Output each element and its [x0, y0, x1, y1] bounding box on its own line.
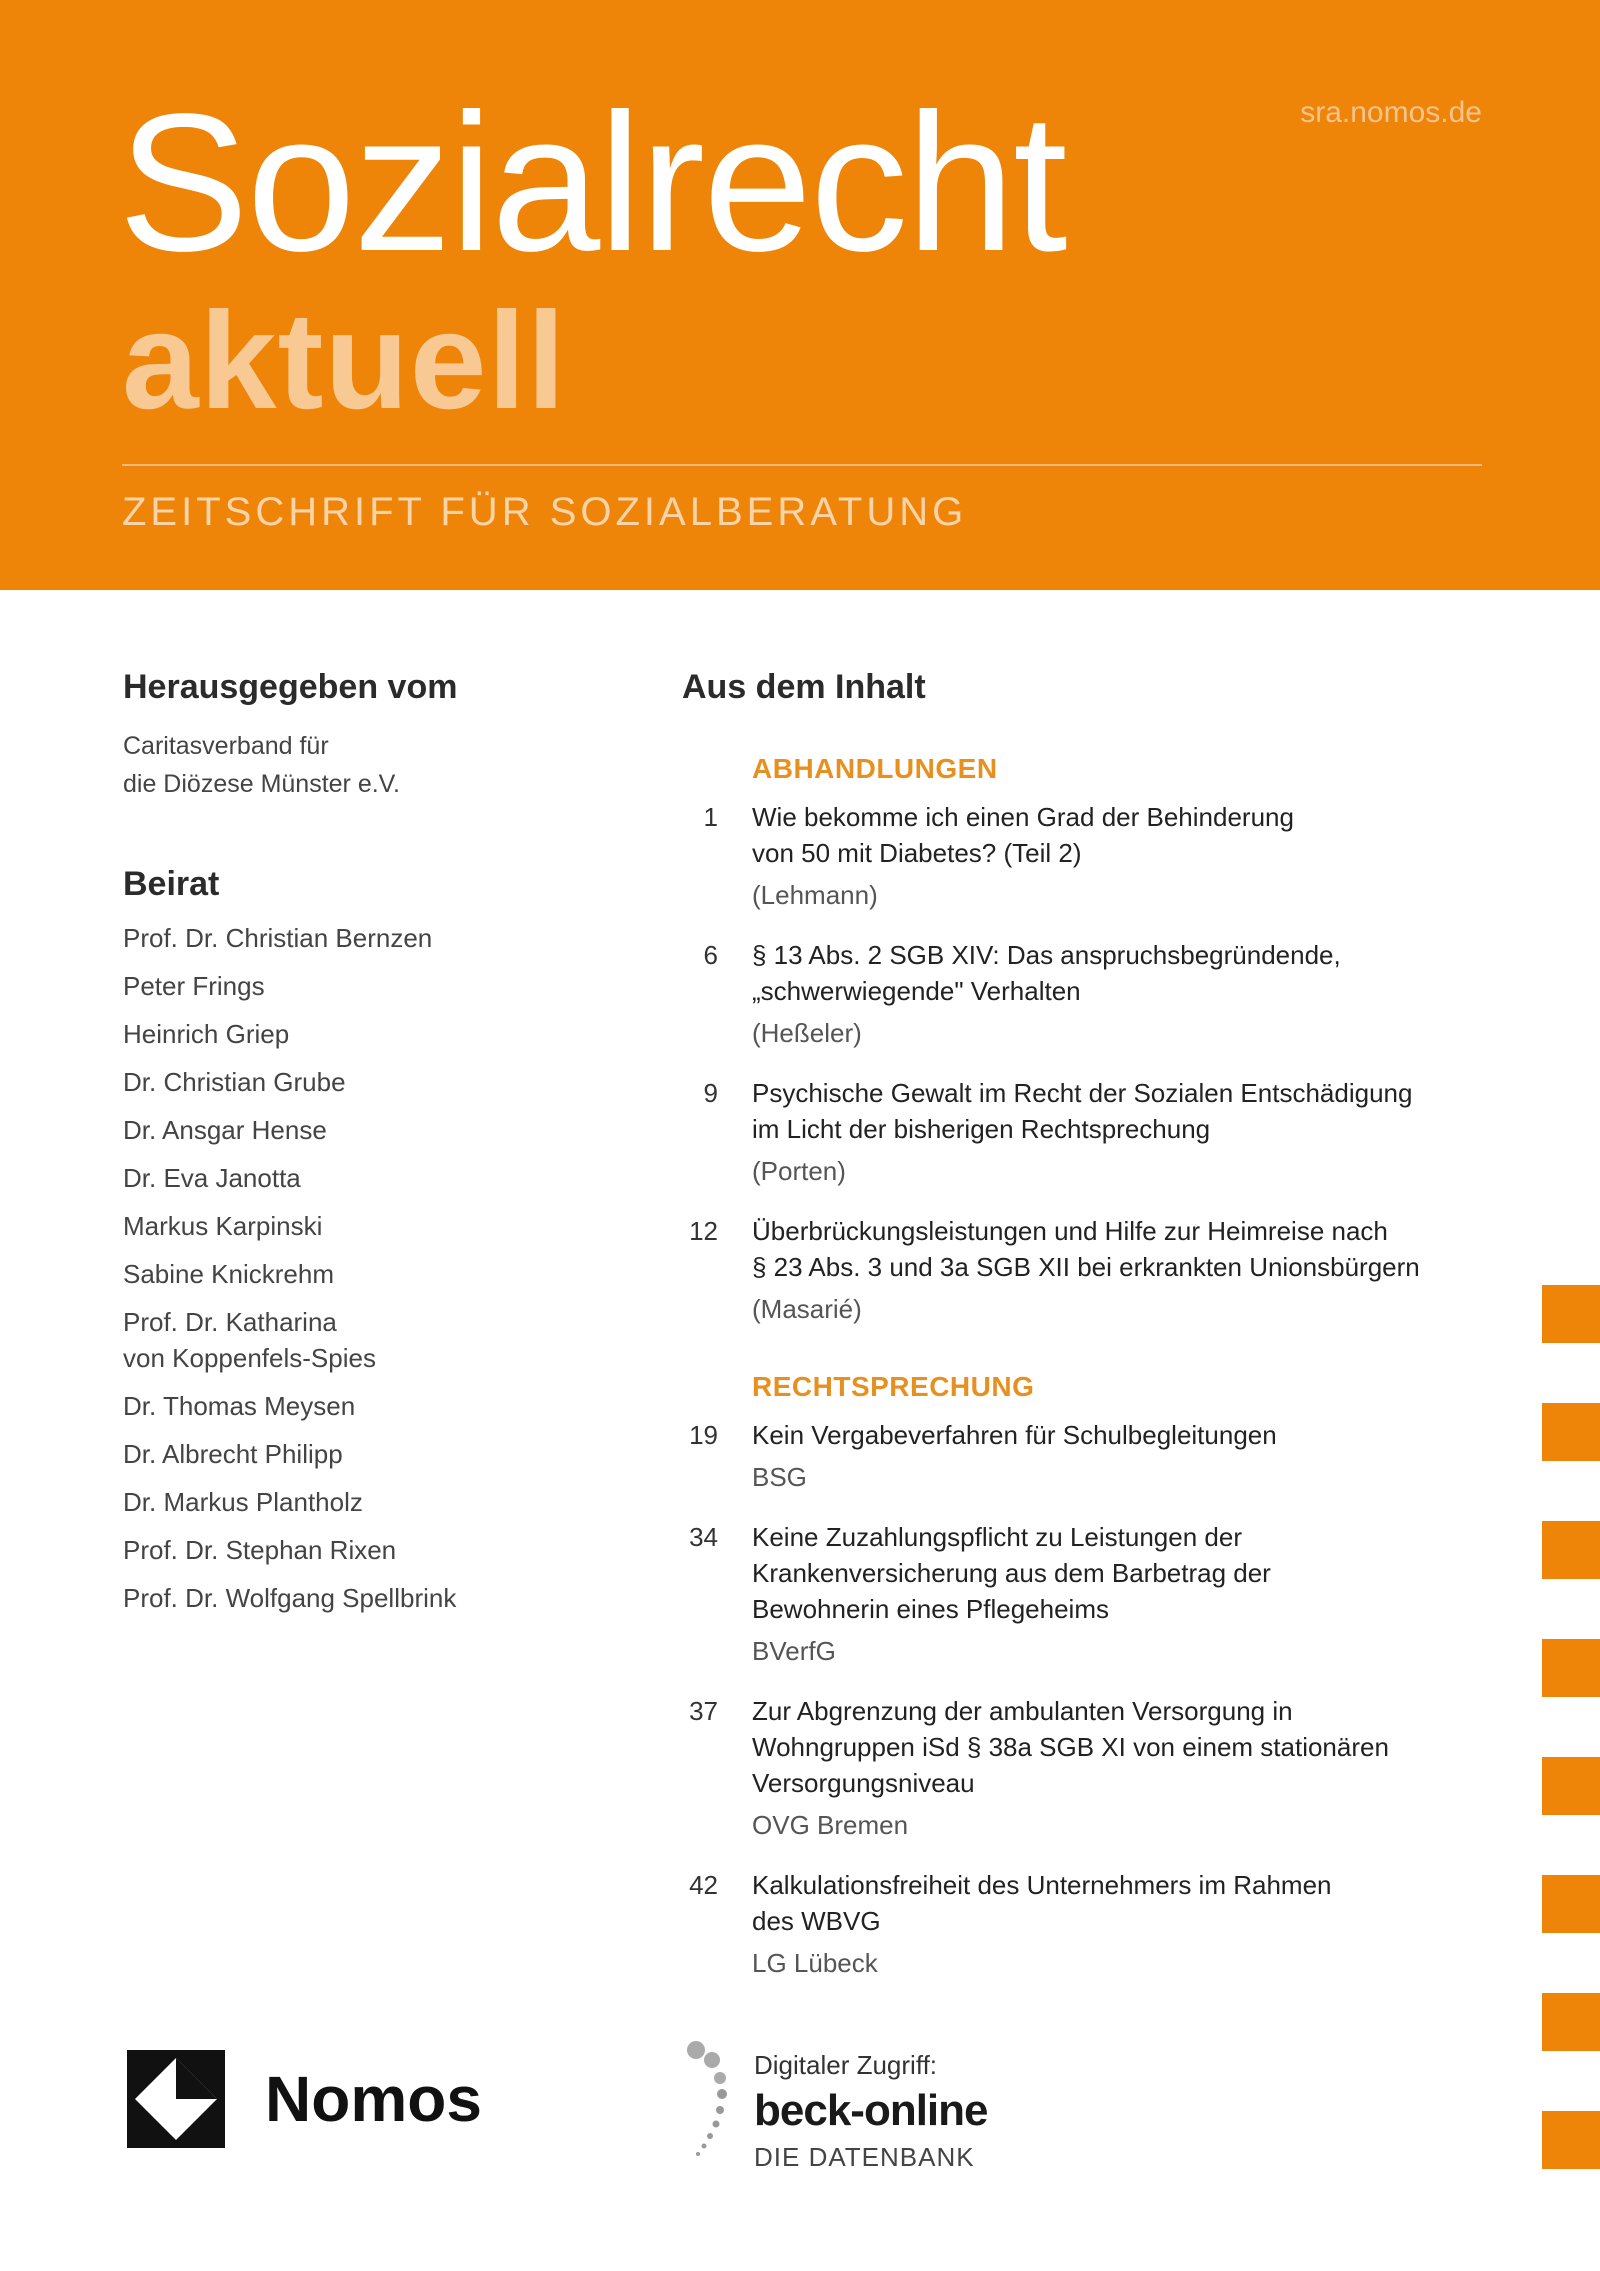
- page-number: 37: [689, 1696, 718, 1726]
- article-author: (Heßeler): [752, 1018, 862, 1048]
- nomos-logo[interactable]: [127, 2050, 482, 2148]
- toc-entry[interactable]: [682, 1519, 1482, 1669]
- edge-tab: [1542, 1521, 1600, 1579]
- category-rechtsprechung: RECHTSPRECHUNG: [752, 1371, 1035, 1402]
- beirat-member: Dr. Christian Grube: [123, 1067, 346, 1097]
- article-title: Kalkulationsfreiheit des Unternehmers im Rahmen des WBVG: [752, 1870, 1332, 1936]
- beirat-member: Prof. Dr. Christian Bernzen: [123, 923, 433, 953]
- article-title: Psychische Gewalt im Recht der Sozialen Entschädigung im Licht der bisherigen Rechtsprechung: [752, 1078, 1413, 1144]
- beirat-list: [123, 920, 643, 1616]
- category-abhandlungen: ABHANDLUNGEN: [752, 753, 998, 784]
- contents-column: [682, 668, 1482, 2005]
- digital-access-label: Digitaler Zugriff:: [754, 2050, 938, 2080]
- nomos-mark-icon: [127, 2050, 225, 2148]
- beirat-member: Heinrich Griep: [123, 1019, 290, 1049]
- toc-entry[interactable]: [682, 1213, 1482, 1327]
- beirat-member: Dr. Eva Janotta: [123, 1163, 301, 1193]
- journal-title: Sozialrecht: [118, 73, 1066, 292]
- edge-tab: [1542, 1993, 1600, 2051]
- beirat-member: Prof. Dr. Stephan Rixen: [123, 1535, 397, 1565]
- page-number: 19: [689, 1420, 718, 1450]
- journal-tagline: ZEITSCHRIFT FÜR SOZIALBERATUNG: [122, 490, 968, 534]
- court-name: LG Lübeck: [752, 1948, 878, 1978]
- edge-tab: [1542, 2111, 1600, 2169]
- article-title: § 13 Abs. 2 SGB XIV: Das anspruchsbegründende, „schwerwiegende" Verhalten: [752, 940, 1341, 1006]
- article-title: Überbrückungsleistungen und Hilfe zur Heimreise nach § 23 Abs. 3 und 3a SGB XII bei erkrankten Unionsbürgern: [752, 1216, 1420, 1282]
- beck-online-logo[interactable]: [682, 2036, 1022, 2186]
- toc-entry[interactable]: [682, 1693, 1482, 1843]
- article-author: (Masarié): [752, 1294, 862, 1324]
- publisher-name: [123, 727, 643, 803]
- toc-entry[interactable]: [682, 937, 1482, 1051]
- editorial-column: [123, 668, 643, 1628]
- beirat-member: Peter Frings: [123, 971, 265, 1001]
- court-name: BSG: [752, 1462, 807, 1492]
- beirat-member: Prof. Dr. Katharina von Koppenfels-Spies: [123, 1307, 376, 1373]
- page-number: 1: [703, 802, 718, 832]
- beck-online-tagline: DIE DATENBANK: [754, 2142, 975, 2172]
- article-title: Keine Zuzahlungspflicht zu Leistungen der Krankenversicherung aus dem Barbetrag der Bewohnerin eines Pflegeheims: [752, 1522, 1271, 1624]
- publisher-heading: Herausgegeben vom: [123, 668, 458, 706]
- beirat-member: Prof. Dr. Wolfgang Spellbrink: [123, 1583, 457, 1613]
- article-author: (Lehmann): [752, 880, 878, 910]
- article-title: Kein Vergabeverfahren für Schulbegleitungen: [752, 1420, 1277, 1450]
- toc-entry[interactable]: [682, 1417, 1482, 1495]
- beirat-member: Dr. Thomas Meysen: [123, 1391, 356, 1421]
- article-author: (Porten): [752, 1156, 846, 1186]
- cover-header: [0, 0, 1600, 590]
- page-number: 42: [689, 1870, 718, 1900]
- toc-entry[interactable]: [682, 1075, 1482, 1189]
- header-divider: [122, 464, 1482, 466]
- toc-entry[interactable]: [682, 799, 1482, 913]
- beirat-member: Dr. Ansgar Hense: [123, 1115, 327, 1145]
- edge-tab: [1542, 1639, 1600, 1697]
- article-title: Zur Abgrenzung der ambulanten Versorgung in Wohngruppen iSd § 38a SGB XI von einem stationären Versorgungsniveau: [752, 1696, 1389, 1798]
- beirat-heading: Beirat: [123, 865, 220, 903]
- beirat-member: Sabine Knickrehm: [123, 1259, 334, 1289]
- beirat-member: Dr. Markus Plantholz: [123, 1487, 363, 1517]
- contents-heading: Aus dem Inhalt: [682, 668, 926, 706]
- beck-dots-icon: [682, 2036, 750, 2186]
- edge-tab: [1542, 1403, 1600, 1461]
- beirat-member: Dr. Albrecht Philipp: [123, 1439, 343, 1469]
- publisher-line: die Diözese Münster e.V.: [123, 770, 401, 798]
- page-number: 9: [703, 1078, 718, 1108]
- publisher-line: Caritasverband für: [123, 732, 329, 760]
- journal-url[interactable]: sra.nomos.de: [1300, 96, 1482, 129]
- edge-tab: [1542, 1285, 1600, 1343]
- article-title: Wie bekomme ich einen Grad der Behinderung von 50 mit Diabetes? (Teil 2): [752, 802, 1294, 868]
- page-number: 12: [689, 1216, 718, 1246]
- court-name: OVG Bremen: [752, 1810, 909, 1840]
- edge-tabs: [1542, 1285, 1600, 2229]
- beirat-member: Markus Karpinski: [123, 1211, 323, 1241]
- edge-tab: [1542, 1875, 1600, 1933]
- journal-subtitle: aktuell: [122, 284, 567, 438]
- court-name: BVerfG: [752, 1636, 836, 1666]
- beck-online-wordmark: beck-online: [754, 2086, 988, 2135]
- edge-tab: [1542, 1757, 1600, 1815]
- page-number: 6: [703, 940, 718, 970]
- toc-entry[interactable]: [682, 1867, 1482, 1981]
- nomos-wordmark: Nomos: [265, 2063, 482, 2135]
- page-number: 34: [689, 1522, 718, 1552]
